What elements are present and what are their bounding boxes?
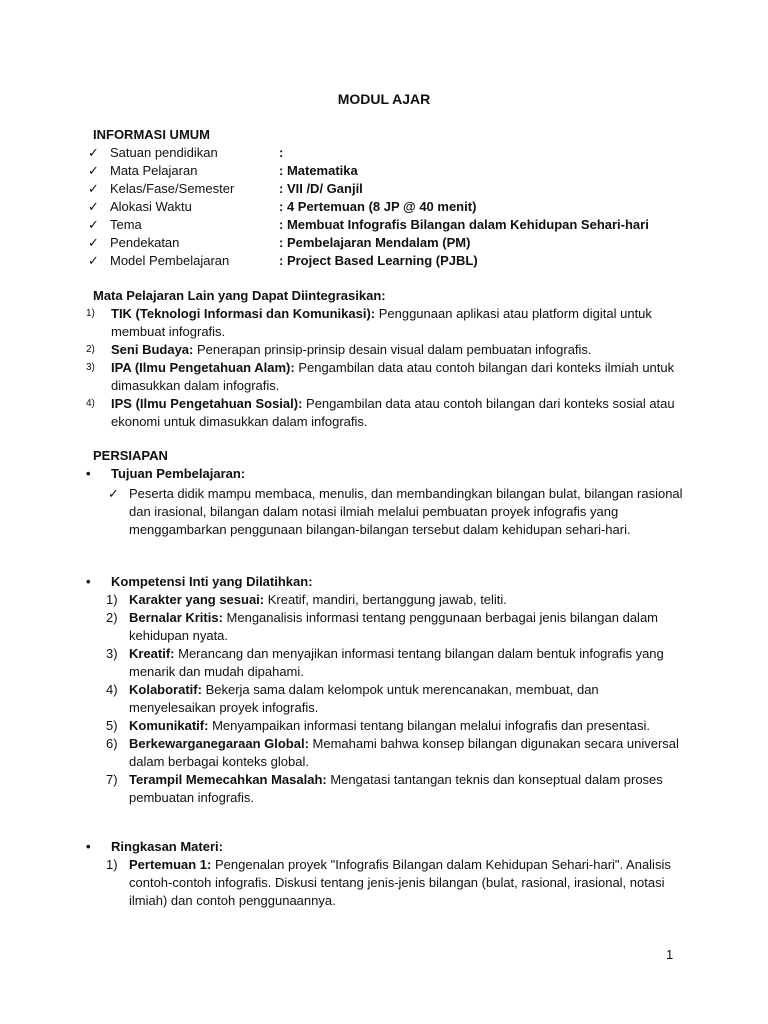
tujuan-text: Peserta didik mampu membaca, menulis, dan membandingkan bilangan bulat, bilangan rasional dan irasional, bilangan dalam notasi ilmiah melalui pembuatan proyek infografis yang menggambarkan penggunaan bilangan-bilangan tersebut dalam kehidupan sehari-hari. — [129, 486, 683, 537]
info-heading: INFORMASI UMUM — [93, 127, 210, 142]
item-number: 5) — [106, 718, 118, 733]
check-icon: ✓ — [88, 235, 99, 250]
tujuan-item — [86, 485, 686, 539]
item-number: 3) — [86, 362, 95, 373]
item-term: IPS (Ilmu Pengetahuan Sosial): — [111, 396, 303, 411]
kompetensi-heading: Kompetensi Inti yang Dilatihkan: — [111, 574, 313, 589]
kompetensi-heading-row — [86, 573, 686, 591]
item-number: 4) — [86, 398, 95, 409]
kompetensi-section — [86, 573, 686, 807]
info-row — [88, 198, 477, 216]
kompetensi-item — [86, 645, 686, 681]
item-text: Menyampaikan informasi tentang bilangan melalui infografis dan presentasi. — [208, 718, 650, 733]
check-icon: ✓ — [108, 486, 119, 501]
item-number: 1) — [106, 592, 118, 607]
item-text: Penerapan prinsip-prinsip desain visual dalam pembuatan infografis. — [193, 342, 592, 357]
info-row — [88, 162, 358, 180]
item-term: IPA (Ilmu Pengetahuan Alam): — [111, 360, 295, 375]
check-icon: ✓ — [88, 163, 99, 178]
check-icon: ✓ — [88, 181, 99, 196]
info-row — [88, 252, 478, 270]
item-number: 2) — [86, 344, 95, 355]
bullet-icon: • — [86, 466, 91, 481]
info-value: : Matematika — [279, 163, 358, 178]
integrasi-list — [86, 305, 686, 431]
item-text: Pengambilan data atau contoh bilangan dari konteks ilmiah untuk dimasukkan dalam infografis. — [111, 360, 675, 393]
kompetensi-item — [86, 717, 686, 735]
info-row — [88, 234, 471, 252]
info-value: : Project Based Learning (PJBL) — [279, 253, 478, 268]
list-item — [86, 395, 686, 431]
item-term: Pertemuan 1: — [129, 857, 212, 872]
info-value: : Pembelajaran Mendalam (PM) — [279, 235, 471, 250]
info-label: Mata Pelajaran — [110, 163, 198, 178]
ringkasan-item — [86, 856, 686, 910]
list-item — [86, 305, 686, 341]
info-value: : — [279, 145, 284, 160]
item-text: Menganalisis informasi tentang penggunaan berbagai jenis bilangan dalam kehidupan nyata. — [129, 610, 658, 643]
info-row — [88, 144, 284, 162]
item-text: Memahami bahwa konsep bilangan digunakan secara universal dalam berbagai konteks global. — [129, 736, 679, 769]
item-term: Berkewarganegaraan Global: — [129, 736, 309, 751]
item-text: Kreatif, mandiri, bertanggung jawab, teliti. — [264, 592, 507, 607]
check-icon: ✓ — [88, 217, 99, 232]
info-label: Pendekatan — [110, 235, 180, 250]
list-item — [86, 341, 686, 359]
info-label: Alokasi Waktu — [110, 199, 192, 214]
ringkasan-heading-row — [86, 838, 686, 856]
item-number: 7) — [106, 772, 118, 787]
list-item — [86, 359, 686, 395]
kompetensi-item — [86, 591, 686, 609]
info-value: : Membuat Infografis Bilangan dalam Kehidupan Sehari-hari — [279, 217, 649, 232]
item-term: TIK (Teknologi Informasi dan Komunikasi): — [111, 306, 376, 321]
persiapan-heading: PERSIAPAN — [93, 448, 168, 463]
item-text: Bekerja sama dalam kelompok untuk merencanakan, membuat, dan menyelesaikan proyek infografis. — [129, 682, 599, 715]
item-number: 2) — [106, 610, 118, 625]
info-label: Kelas/Fase/Semester — [110, 181, 235, 196]
info-row — [88, 180, 363, 198]
page-number: 1 — [666, 947, 674, 962]
item-number: 1) — [106, 857, 118, 872]
tujuan-heading: Tujuan Pembelajaran: — [111, 466, 246, 481]
info-row — [88, 216, 649, 234]
item-text: Merancang dan menyajikan informasi tentang bilangan dalam bentuk infografis yang menarik dan mudah dipahami. — [129, 646, 664, 679]
item-term: Kreatif: — [129, 646, 175, 661]
check-icon: ✓ — [88, 145, 99, 160]
info-label: Tema — [110, 217, 142, 232]
item-number: 3) — [106, 646, 118, 661]
item-number: 6) — [106, 736, 118, 751]
item-term: Terampil Memecahkan Masalah: — [129, 772, 327, 787]
bullet-icon: • — [86, 839, 91, 854]
tujuan-section — [86, 465, 686, 539]
document-title: MODUL AJAR — [337, 91, 431, 107]
info-value: : 4 Pertemuan (8 JP @ 40 menit) — [279, 199, 477, 214]
check-icon: ✓ — [88, 199, 99, 214]
kompetensi-item — [86, 681, 686, 717]
item-text: Pengenalan proyek "Infografis Bilangan dalam Kehidupan Sehari-hari". Analisis contoh-contoh infografis. Diskusi tentang jenis-jenis bilangan (bulat, rasional, irasional, notasi ilmiah) dan contoh penggunaannya. — [129, 857, 671, 908]
item-term: Karakter yang sesuai: — [129, 592, 265, 607]
ringkasan-section — [86, 838, 686, 910]
check-icon: ✓ — [88, 253, 99, 268]
item-term: Komunikatif: — [129, 718, 209, 733]
item-text: Mengatasi tantangan teknis dan konseptual dalam proses pembuatan infografis. — [129, 772, 663, 805]
item-term: Bernalar Kritis: — [129, 610, 223, 625]
info-label: Satuan pendidikan — [110, 145, 218, 160]
info-label: Model Pembelajaran — [110, 253, 230, 268]
item-text: Pengambilan data atau contoh bilangan dari konteks sosial atau ekonomi untuk dimasukkan dalam infografis. — [111, 396, 675, 429]
item-term: Seni Budaya: — [111, 342, 194, 357]
integrasi-heading: Mata Pelajaran Lain yang Dapat Diintegrasikan: — [93, 288, 386, 303]
info-value: : VII /D/ Ganjil — [279, 181, 363, 196]
item-term: Kolaboratif: — [129, 682, 202, 697]
kompetensi-item — [86, 771, 686, 807]
bullet-icon: • — [86, 574, 91, 589]
item-number: 1) — [86, 308, 95, 319]
kompetensi-item — [86, 609, 686, 645]
kompetensi-item — [86, 735, 686, 771]
ringkasan-heading: Ringkasan Materi: — [111, 839, 223, 854]
item-text: Penggunaan aplikasi atau platform digital untuk membuat infografis. — [111, 306, 652, 339]
tujuan-heading-row — [86, 465, 686, 483]
item-number: 4) — [106, 682, 118, 697]
